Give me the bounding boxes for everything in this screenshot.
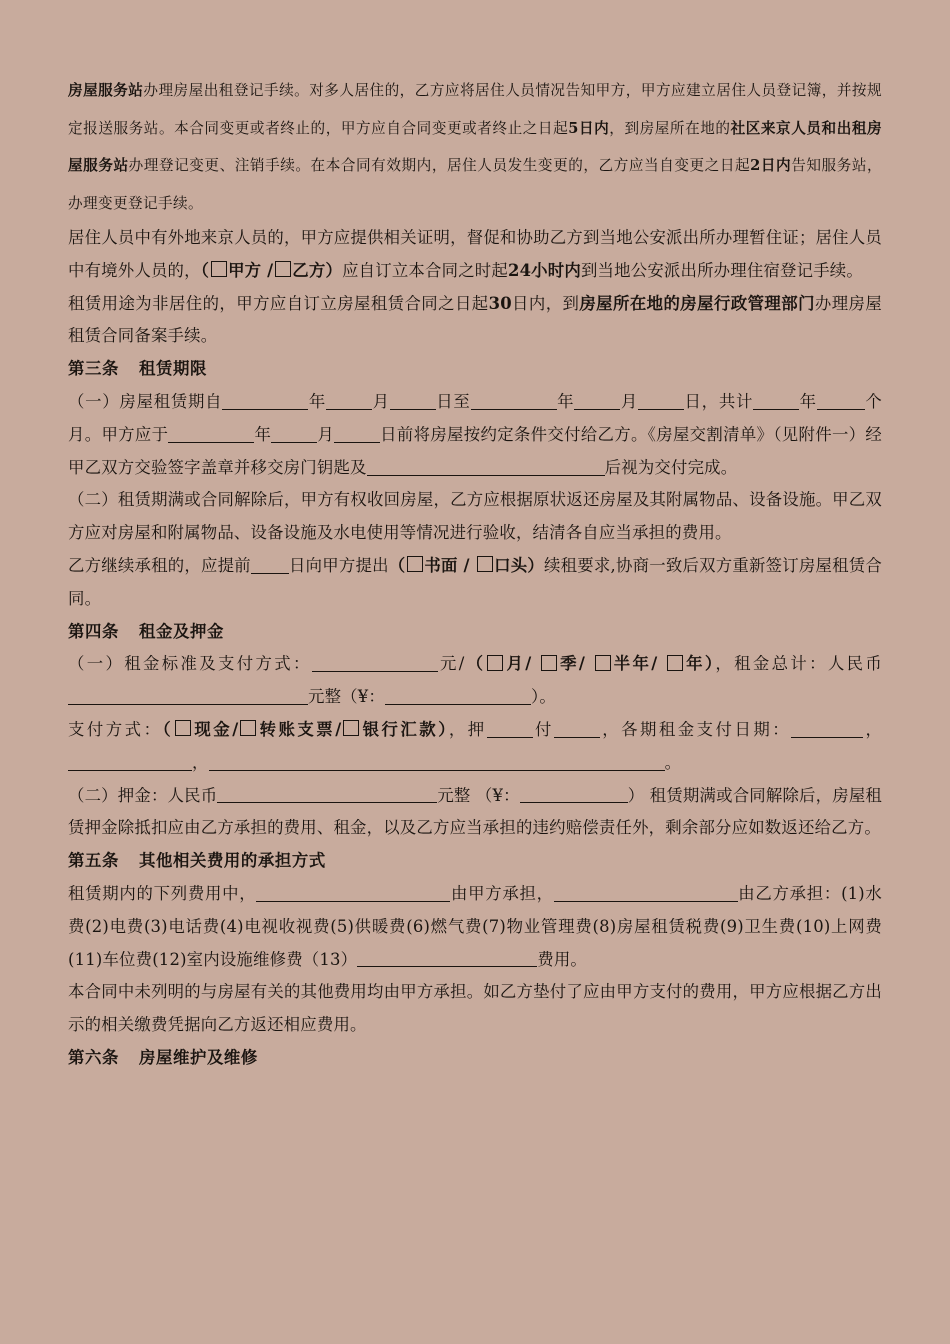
- blank-pay-months[interactable]: [554, 720, 600, 738]
- blank-total-years[interactable]: [753, 392, 799, 410]
- paragraph-nonresidential: 租赁用途为非居住的，甲方应自订立房屋租赁合同之日起30日内，到房屋所在地的房屋行政管理部门办理房屋租赁合同备案手续。: [68, 293, 882, 346]
- paragraph-registration: 房屋服务站办理房屋出租登记手续。对多人居住的，乙方应将居住人员情况告知甲方，甲方应建立居住人员登记簿，并按规定报送服务站。本合同变更或者终止的，甲方应自合同变更或者终止之日起5日内，到房屋所在地的社区来京人员和出租房屋服务站办理登记变更、注销手续。在本合同有效期内，居住人员发生变更的，乙方应当自变更之日起2日内告知服务站，办理变更登记手续。: [68, 82, 883, 212]
- article-4-heading: 第四条 租金及押金: [68, 621, 224, 641]
- checkbox-monthly[interactable]: [487, 655, 503, 671]
- blank-end-year[interactable]: [471, 392, 557, 410]
- blank-delivery-year[interactable]: [168, 425, 254, 443]
- blank-payment-date-1[interactable]: [791, 720, 863, 738]
- article-5-clause-1: 租赁期内的下列费用中， 由甲方承担， 由乙方承担：(1)水费(2)电费(3)电话费(4)电视收视费(5)供暖费(6)燃气费(7)物业管理费(8)房屋租赁税费(9)卫生费(10)上网费(11)车位费(12)室内设施维修费（13） 费用。: [68, 883, 883, 969]
- checkbox-yearly[interactable]: [667, 655, 683, 671]
- checkbox-quarterly[interactable]: [541, 655, 557, 671]
- bold-text: 24小时内: [507, 260, 581, 280]
- article-5-clause-2: 本合同中未列明的与房屋有关的其他费用均由甲方承担。如乙方垫付了应由甲方支付的费用，甲方应根据乙方出示的相关缴费凭据向乙方返还相应费用。: [68, 982, 882, 1035]
- blank-deposit-months[interactable]: [487, 720, 533, 738]
- checkbox-party-a[interactable]: [211, 261, 227, 277]
- checkbox-check[interactable]: [240, 720, 256, 736]
- article-4-clause-1: （一）租金标准及支付方式： 元/（ 月/ 季/ 半年/ 年），租金总计：人民币元整（¥： ）。: [68, 654, 882, 707]
- checkbox-verbal[interactable]: [477, 556, 493, 572]
- paragraph-nonlocal-residents: 居住人员中有外地来京人员的，甲方应提供相关证明，督促和协助乙方到当地公安派出所办理暂住证；居住人员中有境外人员的，（ 甲方 / 乙方）应自订立本合同之时起24小时内到当地公安派出所办理住宿登记手续。: [68, 228, 882, 280]
- blank-end-month[interactable]: [574, 392, 620, 410]
- blank-delivery-day[interactable]: [334, 425, 380, 443]
- checkbox-bank-transfer[interactable]: [343, 720, 359, 736]
- blank-total-months[interactable]: [817, 392, 865, 410]
- blank-deposit-words[interactable]: [217, 785, 437, 803]
- article-3-clause-1: （一）房屋租赁期自 年 月 日至 年 月 日，共计 年 个月。甲方应于 年 月 日前将房屋按约定条件交付给乙方。《房屋交割清单》（见附件一）经甲乙双方交验签字盖章并移交房门钥匙及 后视为交付完成。: [68, 391, 882, 477]
- article-3-heading: 第三条 租赁期限: [68, 359, 207, 379]
- blank-rent-total-words[interactable]: [68, 687, 308, 705]
- blank-party-b-fees[interactable]: [554, 884, 738, 902]
- checkbox-written[interactable]: [407, 556, 423, 572]
- checkbox-half-year[interactable]: [595, 655, 611, 671]
- blank-start-day[interactable]: [390, 392, 436, 410]
- blank-start-month[interactable]: [326, 392, 372, 410]
- checkbox-party-b[interactable]: [275, 261, 291, 277]
- article-3-renewal: 乙方继续承租的，应提前 日向甲方提出（ 书面 / 口头）续租要求,协商一致后双方重新签订房屋租赁合同。: [68, 555, 882, 608]
- blank-renewal-days[interactable]: [251, 556, 289, 574]
- blank-end-day[interactable]: [638, 392, 684, 410]
- article-6-heading: 第六条 房屋维护及维修: [68, 1047, 258, 1067]
- article-4-payment-method: 支付方式：（ 现金/ 转账支票/ 银行汇款），押 付 ，各期租金支付日期： ，， 。: [68, 719, 883, 772]
- article-4-deposit: （二）押金：人民币 元整 （¥： ） 租赁期满或合同解除后，房屋租赁押金除抵扣应由乙方承担的费用、租金，以及乙方应当承担的违约赔偿责任外，剩余部分应如数返还给乙方。: [68, 785, 883, 838]
- bold-text: 2日内: [750, 157, 792, 174]
- article-5-heading: 第五条 其他相关费用的承担方式: [68, 851, 326, 871]
- checkbox-cash[interactable]: [175, 720, 191, 736]
- bold-text: 房屋所在地的房屋行政管理部门: [579, 293, 815, 313]
- blank-delivery-month[interactable]: [271, 425, 317, 443]
- contract-body: [68, 72, 882, 1075]
- blank-other-fee[interactable]: [357, 949, 537, 967]
- blank-party-a-fees[interactable]: [256, 884, 450, 902]
- blank-handover-items[interactable]: [367, 457, 605, 475]
- bold-text: 房屋服务站: [68, 82, 144, 99]
- blank-start-year[interactable]: [222, 392, 308, 410]
- blank-deposit-number[interactable]: [520, 785, 628, 803]
- blank-rent-total-number[interactable]: [385, 687, 531, 705]
- bold-text: 5日内: [568, 119, 610, 137]
- blank-payment-date-3[interactable]: [209, 752, 665, 770]
- article-3-clause-2: （二）租赁期满或合同解除后，甲方有权收回房屋，乙方应根据原状返还房屋及其附属物品、设备设施。甲乙双方应对房屋和附属物品、设备设施及水电使用等情况进行验收，结清各自应当承担的费用。: [68, 490, 882, 543]
- blank-payment-date-2[interactable]: [68, 752, 192, 770]
- blank-rent-amount[interactable]: [312, 654, 438, 672]
- bold-text: 社区来京人员和出租房屋服务站: [68, 119, 883, 174]
